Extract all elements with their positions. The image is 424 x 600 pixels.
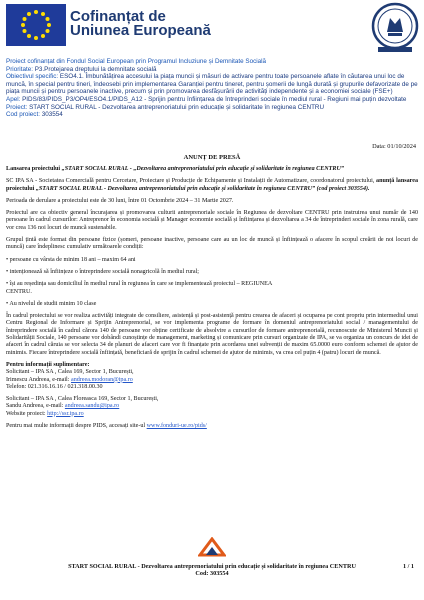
call-value: PIDS/83/PIDS_P3/OP4/ESO4.1/PIDS_A12 - Sprijin pentru înființarea de întreprinderi sociale în mediul rural - Regiuni mai puțin dezvoltate bbox=[22, 95, 407, 103]
contact2-email-link[interactable]: andreea.sandu@ipa.ro bbox=[64, 403, 120, 410]
contact1-email-line bbox=[6, 377, 418, 384]
page-title: ANUNȚ DE PRESĂ bbox=[183, 154, 241, 161]
priority-label: Prioritate: bbox=[6, 65, 35, 73]
eu-flag-logo bbox=[6, 4, 66, 46]
contact-heading: Pentru informații suplimentare: bbox=[6, 361, 90, 368]
condition-enterprise: • intenționează să înființeze o întreprindere socială nonagricolă în mediul rural; bbox=[6, 268, 199, 275]
page-number: 1 / 1 bbox=[402, 563, 414, 570]
project-website-link[interactable]: http://ssr.ipa.ro bbox=[47, 410, 84, 417]
contact1-name: Irimescu Andreea, e-mail: bbox=[6, 376, 71, 383]
contact2-address: Solicitant – IPA SA , Calea Floreasca 169, Sector 1, București, bbox=[6, 396, 159, 403]
code-value: 303554 bbox=[41, 111, 63, 119]
release-date: Data: 01/10/2024 bbox=[372, 143, 416, 150]
more-info-text: Pentru mai multe informații despre PIDS, accesați site-ul bbox=[6, 423, 147, 430]
condition-age: • persoane cu vârsta de minim 18 ani – maxim 64 ani bbox=[6, 256, 136, 263]
priority-value: P3.Protejarea dreptului la demnitate socială bbox=[34, 65, 157, 73]
condition-education: • Au nivelul de studii minim 10 clase bbox=[6, 300, 97, 307]
coordinator-project-name: „START SOCIAL RURAL - Dezvoltarea antreprenoriatului prin educație și solidaritate în regiunea CENTRU” (cod proiect 303554). bbox=[35, 185, 370, 192]
condition-residence-region: CENTRU. bbox=[6, 288, 32, 295]
activities-paragraph: În cadrul proiectului se vor realiza activități integrate de consiliere, asistență și post-asistență pentru crearea de afaceri și ocuparea pe cont propriu prin intermediul unui Centru Regional de Informare și Sprijin Antreprenorial, se vor implementa programe de formare în domeniul antreprenoriatului social / managementului de întreprindere socială în cadrul cărora 140 de persoane vor obține certificate de absolvire a cursurilor de formare antreprenorială, recunoscute de Ministerul Muncii și Solidarității Sociale, 140 persoane vor dobândi cunoștințe de management, marketing și comunicare prin cursuri organizate de IPA, se va organiza un concurs de idei de afaceri în cadrul căruia se vor selecta 34 de planuri de afaceri care vor fi finanțate prin acordarea unei subvenții de maxim 65.0000 euro conform schemei de ajutor de minimis. Fiecare întreprindere socială înființată, beneficiară de sprijin în cadrul schemei de ajutor de minimis, va crea cel puțin 4 (patru) locuri de muncă. bbox=[6, 313, 418, 356]
program-line: Proiect cofinanțat din Fondul Social European prin Programul Incluziune și Demnitate Socială bbox=[6, 58, 267, 65]
contact2-email-line bbox=[6, 403, 418, 410]
objective-paragraph: Proiectul are ca obiectiv general încurajarea și promovarea culturii antreprenoriale sociale în Regiunea de dezvoltare CENTRU prin instruirea unui număr de 140 persoane în cadrul cursurilor: Antreprenor în economia socială și Manager economie socială și înființarea și dezvoltarea a 34 de întreprinderi sociale în zona rurală, care vor crea 136 noi locuri de muncă sustenabile. bbox=[6, 210, 418, 231]
call-line bbox=[6, 96, 418, 104]
contact2-name: Sandu Andreea, e-mail: bbox=[6, 403, 65, 410]
project-value: START SOCIAL RURAL - Dezvoltarea antreprenoriatului prin educație și solidaritate în regiunea CENTRU bbox=[29, 103, 325, 111]
project-line bbox=[6, 104, 418, 112]
coordinator-text: SC IPA SA - Societatea Comercială pentru Cercetare, Proiectare și Producție de Echipamente și Instalații de Automatizare, coordonatorul proiectului, bbox=[6, 178, 377, 185]
coordinator-announce: anunță lansarea proiectului bbox=[6, 178, 418, 192]
cofinantat-line2: Uniunea Europeană bbox=[70, 22, 211, 39]
contact1-address: Solicitant – IPA SA , Calea 169, Sector 1, București, bbox=[6, 369, 134, 376]
coordinator-paragraph bbox=[6, 178, 418, 193]
launch-project-name: „START SOCIAL RURAL - „Dezvoltarea antreprenoriatului prin educație și solidaritate în regiunea CENTRU” bbox=[61, 166, 344, 172]
target-group-paragraph: Grupul țintă este format din persoane fizice (șomeri, persoane inactive, persoane care au un loc de muncă și înființează o afacere în scopul creării de noi locuri de muncă) care îndeplinesc cumulativ următoarele condiții: bbox=[6, 237, 418, 251]
objective-label: Obiectivul specific: bbox=[6, 73, 60, 81]
project-label: Proiect: bbox=[6, 103, 30, 111]
launch-paragraph bbox=[6, 166, 418, 173]
government-seal-logo bbox=[370, 2, 420, 54]
ipa-logo-icon bbox=[198, 537, 226, 557]
contact1-phone: Telefon: 021.316.16.16 / 021.318.00.30 bbox=[6, 383, 103, 390]
contact1-email-link[interactable]: andreea.modoran@ipa.ro bbox=[70, 376, 133, 383]
call-label: Apel: bbox=[6, 95, 23, 103]
footer-project-name: START SOCIAL RURAL - Dezvoltarea antreprenoriatului prin educație și solidaritate în regiunea CENTRU bbox=[68, 563, 356, 570]
cofinantat-logo-text bbox=[70, 10, 211, 38]
press-release-body bbox=[6, 166, 418, 435]
pids-website-link[interactable]: www.fonduri-ue.ro/pids/ bbox=[146, 423, 207, 430]
objective-line bbox=[6, 73, 418, 96]
cofinantat-line1: Cofinanțat de bbox=[70, 8, 166, 25]
more-info-line bbox=[6, 423, 418, 430]
launch-intro: Lansarea proiectului bbox=[6, 166, 62, 172]
period-paragraph: Perioada de derulare a proiectului este de 30 luni, între 01 Octombrie 2024 – 31 Martie 2027. bbox=[6, 197, 234, 204]
condition-residence: • își au reședința sau domiciliul în mediul rural în regiunea în care se implementează proiectul – REGIUNEA bbox=[6, 281, 273, 288]
project-info-block bbox=[6, 58, 418, 119]
footer-project-code: Cod: 303554 bbox=[195, 570, 229, 578]
header bbox=[0, 0, 424, 56]
code-line bbox=[6, 111, 418, 119]
footer bbox=[0, 563, 424, 578]
contact2-website-line bbox=[6, 411, 418, 418]
website-label: Website proiect: bbox=[6, 410, 48, 417]
objective-value: ESO4.1. Îmbunătățirea accesului la piața muncii și măsuri de activare pentru toate persoanele aflate în căutarea unui loc de muncă, în special pentru tineri, îndeosebi prin implementarea Garanției pentru tineret, pentru șomerii de lungă durată și grupurile defavorizate de pe piața muncii și pentru persoanele inactive, precum și prin promovarea desfășurării de activități independente și a economiei sociale (FSE+) bbox=[6, 73, 418, 96]
code-label: Cod proiect: bbox=[6, 111, 42, 119]
